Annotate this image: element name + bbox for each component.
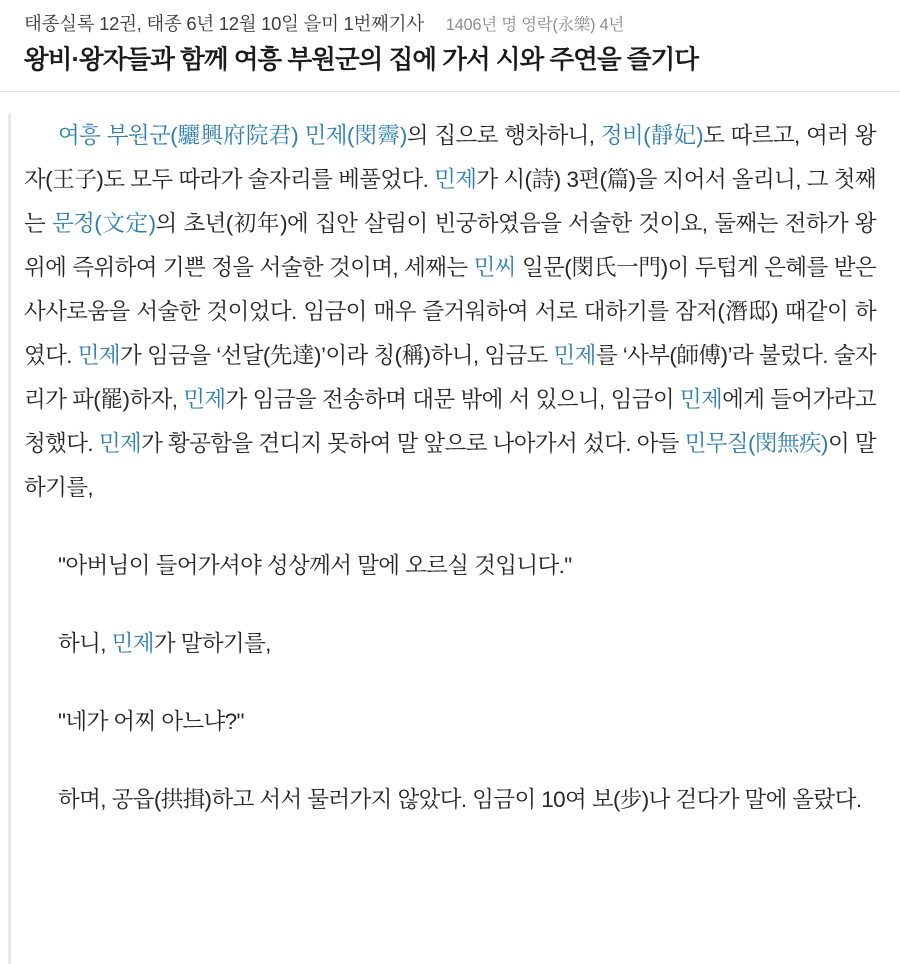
entity-link[interactable]: 민제(閔霽) (304, 123, 407, 149)
header-divider (0, 91, 900, 92)
paragraph-3: 하니, 민제가 말하기를, (58, 631, 271, 657)
article-meta (0, 0, 900, 36)
article-body (0, 114, 900, 822)
entity-link[interactable]: 민제 (434, 167, 477, 193)
entity-link[interactable]: 민무질(閔無疾) (684, 431, 828, 457)
entity-link[interactable]: 정비(靜妃) (600, 123, 704, 149)
page-title: 왕비·왕자들과 함께 여흥 부원군의 집에 가서 시와 주연을 즐기다 (24, 46, 699, 74)
entity-link[interactable]: 민제 (77, 343, 121, 369)
year-label: 1406년 명 영락(永樂) 4년 (445, 16, 625, 34)
paragraph-1: 여흥 부원군(驪興府院君) 민제(閔霽)의 집으로 행차하니, 정비(靜妃)도 따르고, 여러 왕자(王子)도 모두 따라가 술자리를 베풀었다. 민제가 시(詩) 3편(篇)을 지어서 올리니, 그 첫째는 문정(文定)의 초년(初年)에 집안 살림이 빈궁하였음을 서술한 것이요, 둘째는 전하가 왕위에 즉위하여 기쁜 정을 서술한 것이며, 세째는 민씨 일문(閔氏一門)이 두텁게 은혜를 받은 사사로움을 서술한 것이었다. 임금이 매우 즐거워하여 서로 대하기를 잠저(潛邸) 때같이 하였다. 민제가 임금을 ‘선달(先達)’이라 칭(稱)하니, 임금도 민제를 ‘사부(師傅)’라 불렀다. 술자리가 파(罷)하자, 민제가 임금을 전송하며 대문 밖에 서 있으니, 임금이 민제에게 들어가라고 청했다. 민제가 황공함을 견디지 못하여 말 앞으로 나아가서 섰다. 아들 민무질(閔無疾)이 말하기를, (24, 123, 877, 501)
paragraph-4-quote: "네가 어찌 아느냐?" (58, 709, 244, 735)
entity-link[interactable]: 문정(文定) (52, 211, 156, 237)
entity-link[interactable]: 민제 (679, 387, 723, 413)
source-citation: 태종실록 12권, 태종 6년 12월 10일 을미 1번째기사 (24, 13, 424, 34)
entity-link[interactable]: 민씨 (473, 255, 516, 281)
entity-link[interactable]: 여흥 부원군(驪興府院君) (58, 123, 299, 149)
paragraph-5: 하며, 공읍(拱揖)하고 서서 물러가지 않았다. 임금이 10여 보(步)나 걷다가 말에 올랐다. (58, 787, 862, 813)
entity-link[interactable]: 민제 (553, 343, 596, 369)
entity-link[interactable]: 민제 (183, 387, 226, 413)
entity-link[interactable]: 민제 (111, 631, 154, 657)
entity-link[interactable]: 민제 (98, 431, 142, 457)
left-accent-rail (8, 114, 11, 964)
paragraph-2-quote: "아버님이 들어가셔야 성상께서 말에 오르실 것입니다." (58, 553, 572, 579)
